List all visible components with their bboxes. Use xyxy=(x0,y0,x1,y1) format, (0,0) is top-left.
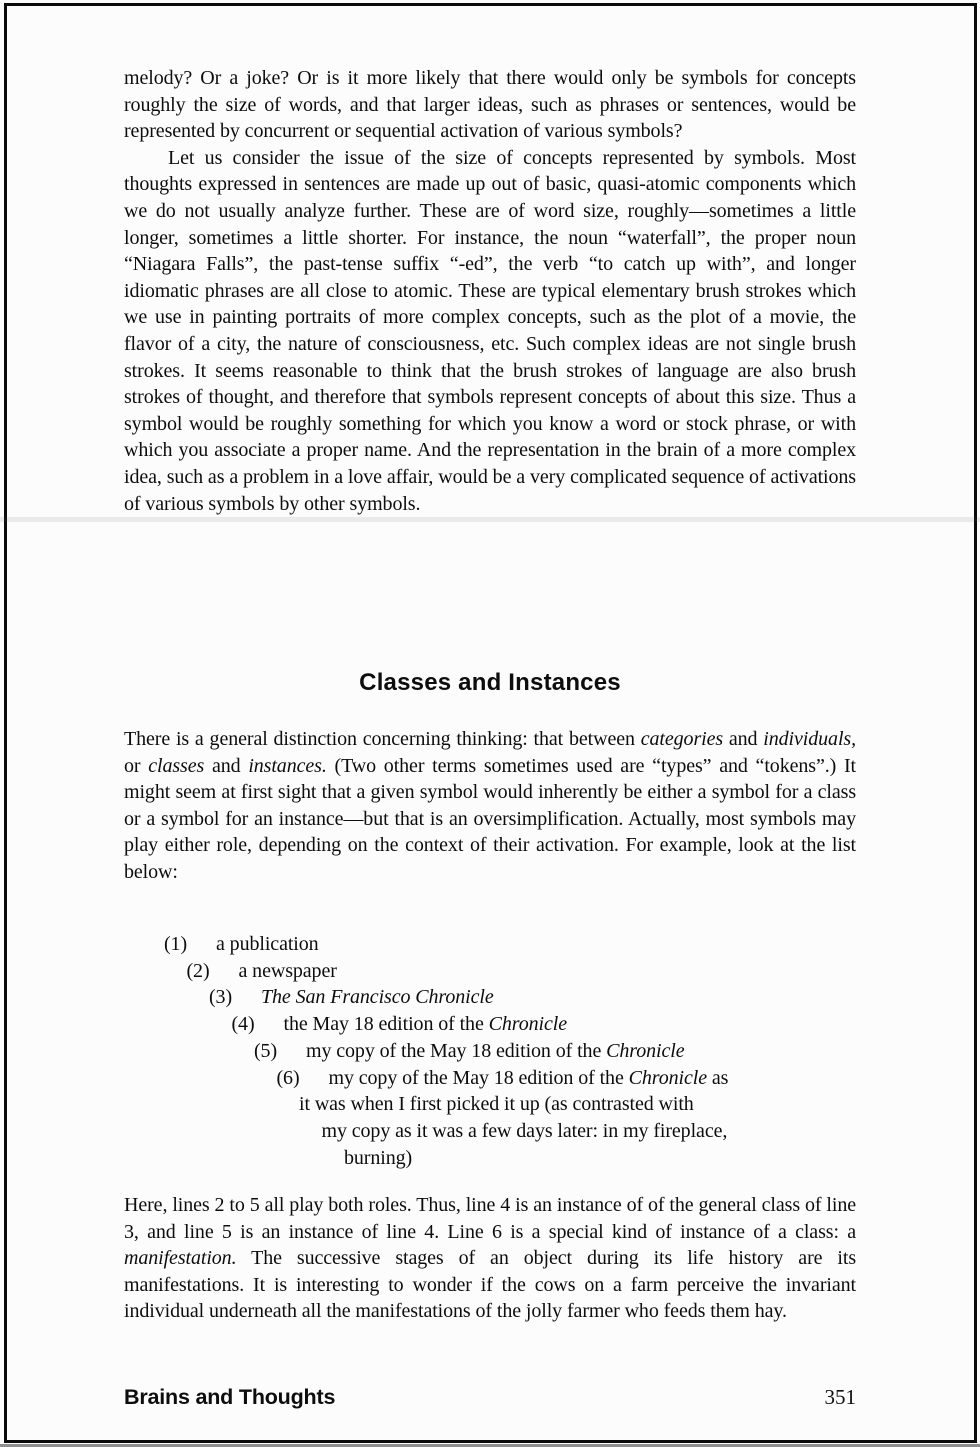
list-item-continuation xyxy=(299,1091,856,1118)
running-header-chapter-title: Brains and Thoughts xyxy=(124,1385,336,1409)
list-item-continuation xyxy=(322,1118,857,1145)
list-item-text: a publication xyxy=(216,933,319,955)
list-item-number: (2) xyxy=(186,959,210,982)
list-item-text: my copy of the May 18 edition of the Chronicle as xyxy=(328,1066,729,1089)
list-item-number: (4) xyxy=(231,1013,255,1036)
list-item-number: (6) xyxy=(276,1066,300,1089)
list-item-number: (5) xyxy=(254,1039,278,1062)
list-item-text: The San Francisco Chronicle xyxy=(261,986,494,1009)
list-item-text: burning) xyxy=(344,1146,413,1169)
section-heading: Classes and Instances xyxy=(359,669,621,696)
list-item xyxy=(209,984,856,1011)
scan-artifact-streak xyxy=(0,517,980,522)
page-footer xyxy=(124,1385,856,1410)
list-item xyxy=(187,958,857,985)
text-column-top xyxy=(124,65,856,517)
paragraph-opening: melody? Or a joke? Or is it more likely that there would only be symbols for concepts roughly the size of words, and that larger ideas, such as phrases or sentences, would be represented by concurrent or sequential activation of various symbols? xyxy=(124,67,856,143)
text-column-middle xyxy=(124,726,856,886)
list-item-text: my copy of the May 18 edition of the Chronicle xyxy=(306,1039,685,1062)
list-item xyxy=(254,1038,856,1065)
instance-list xyxy=(124,931,856,1171)
list-item xyxy=(164,931,856,958)
list-item-text: it was when I first picked it up (as contrasted with xyxy=(299,1093,694,1116)
paragraph-roles: Here, lines 2 to 5 all play both roles. Thus, line 4 is an instance of of the general class of line 3, and line 5 is an instance of line 4. Line 6 is a special kind of instance of a class: a manifestation. The successive stages of an object during its life history are its manifestations. It is interesting to wonder if the cows on a farm perceive the invariant individual underneath all the manifestations of the jolly farmer who feeds them hay. xyxy=(124,1194,856,1323)
list-item xyxy=(232,1011,857,1038)
list-item-text: a newspaper xyxy=(238,959,337,982)
list-item-text: my copy as it was a few days later: in my fireplace, xyxy=(321,1119,728,1142)
paragraph-classes-intro: There is a general distinction concerning thinking: that between categories and individuals, or classes and instances. (Two other terms sometimes used are “types” and “tokens”.) It might seem at first sight that a given symbol would inherently be either a symbol for a class or a symbol for an instance—but that is an oversimplification. Actually, most symbols may play either role, depending on the context of their activation. For example, look at the list below: xyxy=(124,728,856,883)
page-number: 351 xyxy=(824,1385,856,1409)
list-item-number: (1) xyxy=(164,933,188,955)
list-item xyxy=(277,1065,857,1092)
list-item-text: the May 18 edition of the Chronicle xyxy=(283,1013,567,1036)
text-column-bottom xyxy=(124,1192,856,1325)
list-item-number: (3) xyxy=(209,986,233,1009)
paragraph-size-of-concepts: Let us consider the issue of the size of concepts represented by symbols. Most thoughts expressed in sentences are made up out of basic, quasi-atomic components which we do not usually analyze further. These are of word size, roughly—sometimes a little longer, sometimes a little shorter. For instance, the noun “waterfall”, the proper noun “Niagara Falls”, the past-tense suffix “-ed”, the verb “to catch up with”, and longer idiomatic phrases are all close to atomic. These are typical elementary brush strokes which we use in painting portraits of more complex concepts, such as the plot of a movie, the flavor of a city, the nature of consciousness, etc. Such complex ideas are not single brush strokes. It seems reasonable to think that the brush strokes of language are also brush strokes of thought, and therefore that symbols represent concepts of about this size. Thus a symbol would be roughly something for which you know a word or stock phrase, or with which you associate a proper name. And the representation in the brain of a more complex idea, such as a problem in a love affair, would be a very complicated sequence of activations of various symbols by other symbols. xyxy=(124,146,856,515)
list-item-continuation xyxy=(344,1145,856,1172)
